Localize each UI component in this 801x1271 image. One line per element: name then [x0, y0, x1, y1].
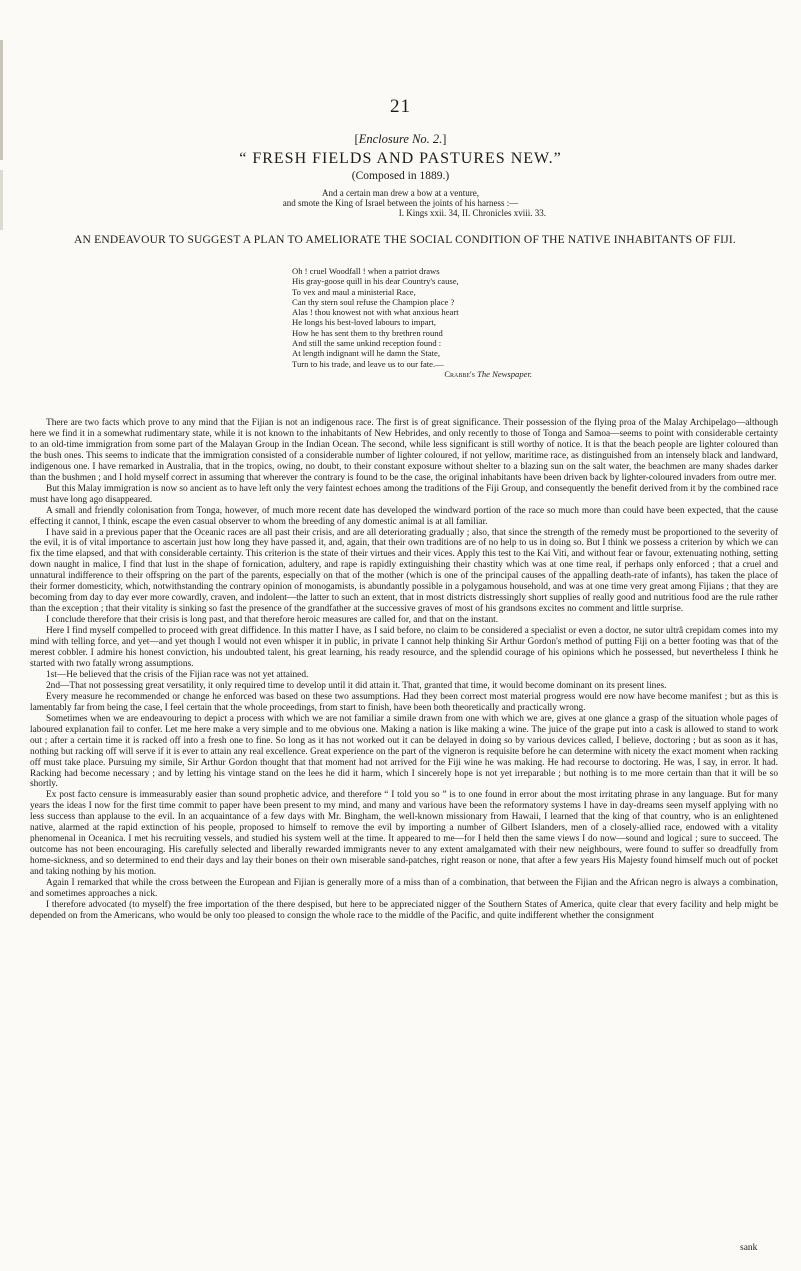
paragraph: Every measure he recommended or change he enforced was based on these two assumptions. Had they been correct most material progress would ere now have become manifest ; but as this is lamentably far from being the case, I feel certain that the whole proceedings, from start to finish, have been both theoretically and practically wrong. [30, 691, 778, 713]
poem-line: His gray-goose quill in his dear Country's cause, [292, 276, 459, 287]
epigraph [0, 188, 801, 218]
paragraph: Here I find myself compelled to proceed with great diffidence. In this matter I have, as I said before, no claim to be considered a specialist or even a doctor, ne sutor ultrâ crepidam comes into my mind with telling force, and yet—and yet though I would not even whisper it in public, in private I cannot help thinking Sir Arthur Gordon's method of putting Fiji on a better footing was that of the merest cobbler. I admire his honest conviction, his undoubted talent, his great learning, his ready resource, and the splendid courage of his opinions which he possessed, but nevertheless I think he started with two fatally wrong assumptions. [30, 626, 778, 669]
page-number: 21 [390, 96, 411, 117]
paragraph: Sometimes when we are endeavouring to depict a process with which we are not familiar a simile drawn from one with which we are, gives at one glance a grasp of the situation whole pages of laboured explanation fail to confer. Let me here make a very simple and to me obvious one. Making a nation is like making a wine. The juice of the grape put into a cask is allowed to stand to work out ; after a certain time it is racked off into a fresh one to fine. So long as it has not worked out it can be delayed in doing so by various devices called, I believe, doctoring ; but as soon as it has, nothing but racking off will serve if it is ever to attain any real excellence. Great experience on the part of the vigneron is requisite before he can determine with nicety the exact moment when racking off must take place. Pursuing my simile, Sir Arthur Gordon thought that that moment had not arrived for the Fiji wine he was making. He had recourse to doctoring. He was, I say, in error. It had. Racking had become necessary ; and by letting his vintage stand on the lees he did it harm, which I sincerely hope is not yet irreparable ; but nothing is to me more certain than that it will be so shortly. [30, 713, 778, 790]
poem-line: Turn to his trade, and leave us to our fate.— [292, 358, 444, 369]
paragraph: I therefore advocated (to myself) the free importation of the there despised, but here to be appreciated nigger of the Southern States of America, quite clear that every facility and help might be depended on from the Americans, who would be only too pleased to consign the whole race to the middle of the Pacific, and quite indifferent whether the consignment [30, 899, 778, 921]
epigraph-citation: I. Kings xxii. 34, II. Chronicles xviii. 33. [398, 208, 546, 218]
paragraph: 2nd—That not possessing great versatility, it only required time to develop until it did attain it. That, granted that time, it would become dominant on its present lines. [46, 680, 667, 691]
enclosure-close-bracket: ] [442, 132, 447, 146]
enclosure-open-bracket: [ [354, 132, 359, 146]
catchword: sank [740, 1243, 758, 1253]
enclosure-text: Enclosure No. 2. [358, 132, 443, 146]
epigraph-line: And a certain man drew a bow at a venture, [322, 188, 479, 198]
poem-line: At length indignant will he damn the State, [292, 348, 440, 359]
paragraph: I have said in a previous paper that the Oceanic races are all past their crisis, and are all deteriorating gradually ; also, that since the strength of the remedy must be proportioned to the severity of the evil, it is of vital importance to ascertain just how long they have passed it, and, again, that their own traditions are of no help to us in doing so. But I think we possess a criterion by which we can fix the time elapsed, and that with considerable certainty. This criterion is the state of their virtues and their vices. Apply this test to the Kai Viti, and without fear or favour, extenuating nothing, setting down naught in malice, I find that lust in the shape of fornication, adultery, and rape is rapidly extinguishing their chastity which was at one time real, if perhaps only enforced ; that a cruel and unnatural indifference to their offspring on the part of the parents, especially on that of the mother (which is one of the principal causes of the appalling death-rate of infants), has taken the place of their former domesticity, which, notwithstanding the contrary opinion of monogamists, is abundantly possible in a polygamous household, and was at one time very great among Fijians ; that they are becoming from day to day ever more cowardly, craven, and indolent—the latter to such an extent, that in most districts distressingly short supplies of really good and nutritious food are the rule rather than the exception ; that their vitality is sinking so fast the presence of the grandfather at the successive graves of most of his grandsons excites no comment and little surprise. [30, 527, 778, 615]
poem-author: Crabbe's [444, 368, 475, 379]
paragraph: A small and friendly colonisation from Tonga, however, of much more recent date has developed the windward portion of the race so much more than could have been expected, that the cause effecting it cannot, I think, escape the even casual observer to whom the breeding of any domestic animal is at all familiar. [30, 505, 778, 527]
paragraph: But this Malay immigration is now so ancient as to have left only the very faintest echoes among the traditions of the Fiji Group, and consequently the benefit derived from it by the combined race must have long ago disappeared. [30, 483, 779, 505]
enclosure-label [0, 132, 801, 147]
poem-quotation [292, 266, 542, 379]
section-heading: AN ENDEAVOUR TO SUGGEST A PLAN TO AMELIORATE THE SOCIAL CONDITION OF THE NATIVE INHABITANTS OF FIJI. [74, 234, 736, 246]
article-body [30, 418, 778, 922]
poem-line: Can thy stern soul refuse the Champion place ? [292, 296, 455, 307]
poem-line: How he has sent them to thy brethren round [292, 327, 443, 338]
paragraph: I conclude therefore that their crisis is long past, and that therefore heroic measures are called for, and that on the instant. [46, 615, 499, 626]
poem-line: He longs his best-loved labours to impart, [292, 317, 436, 328]
epigraph-line: and smote the King of Israel between the joints of his harness :— [282, 198, 519, 208]
composition-date: (Composed in 1889.) [351, 170, 450, 182]
poem-work: The Newspaper. [477, 368, 532, 379]
poem-line: And still the same unkind reception found : [292, 338, 442, 349]
paragraph: There are two facts which prove to any mind that the Fijian is not an indigenous race. The first is of great significance. Their possession of the flying proa of the Malay Archipelago—although here we find it in a somewhat rudimentary state, while it is not known to the inhabitants of New Hebrides, and only recently to those of Tonga and Samoa—seems to point with considerable certainty to an old-time immigration from some part of the Malayan Group in the Indian Ocean. The second, while less significant is still worthy of notice. It is that the beach people are lighter coloured than the bush ones. This seems to indicate that the immigration consisted of a considerable number of lighter coloured, if not yellow, maritime race, as distinguished from an intensely black and landward, indigenous one. I have remarked in Australia, that in the tropics, owing, no doubt, to their constant exposure without shelter to a blazing sun on the salt water, the beachmen are many shades darker than the bushmen ; and I hold myself correct in assuming that wherever the contrary is found to be the case, the original inhabitants have been driven back by lighter-coloured invaders from outre mer. [30, 418, 778, 483]
paragraph: Again I remarked that while the cross between the European and Fijian is generally more of a miss than of a combination, that between the Fijian and the African negro is always a combination, and sometimes approaches a nick. [30, 878, 778, 899]
poem-attribution [292, 369, 542, 379]
poem-line: Alas ! thou knowest not with what anxious heart [292, 307, 459, 318]
paragraph: Ex post facto censure is immeasurably easier than sound prophetic advice, and therefore “ I told you so ” is to one found in error about the most irritating phrase in any language. But for many years the ideas I now for the first time commit to paper have been present to my mind, and many and various have been the reformatory systems I have in day-dreams seen myself applying with no less success than applause to the evil. In an acquaintance of a few days with Mr. Bingham, the well-known missionary from Hawaii, I learned that the king of that country, who is an enlightened native, alarmed at the rapid extinction of his people, proposed to himself to remove the evil by importing a number of Gilbert Islanders, men of a closely-allied race, endowed with a vitality phenomenal in Oceanica. I met his recruiting vessels, and studied his system well at the time. It appeared to me—for I held then the same views I do now—sound and logical ; sure to succeed. The outcome has not been encouraging. His carefully selected and liberally rewarded immigrants never to any extent amalgamated with their new neighbours, were found to suffer so dreadfully from home-sickness, and so determined to end their days and lay their bones on their own miserable sand-patches, right reason or none, that after a few years His Majesty found himself much out of pocket and taking nothing by his motion. [30, 790, 778, 878]
paragraph: 1st—He believed that the crisis of the Fijian race was not yet attained. [46, 669, 309, 680]
document-title: “ FRESH FIELDS AND PASTURES NEW.” [239, 150, 562, 167]
poem-line: Oh ! cruel Woodfall ! when a patriot draws [292, 266, 440, 276]
poem-line: To vex and maul a ministerial Race, [292, 286, 416, 297]
